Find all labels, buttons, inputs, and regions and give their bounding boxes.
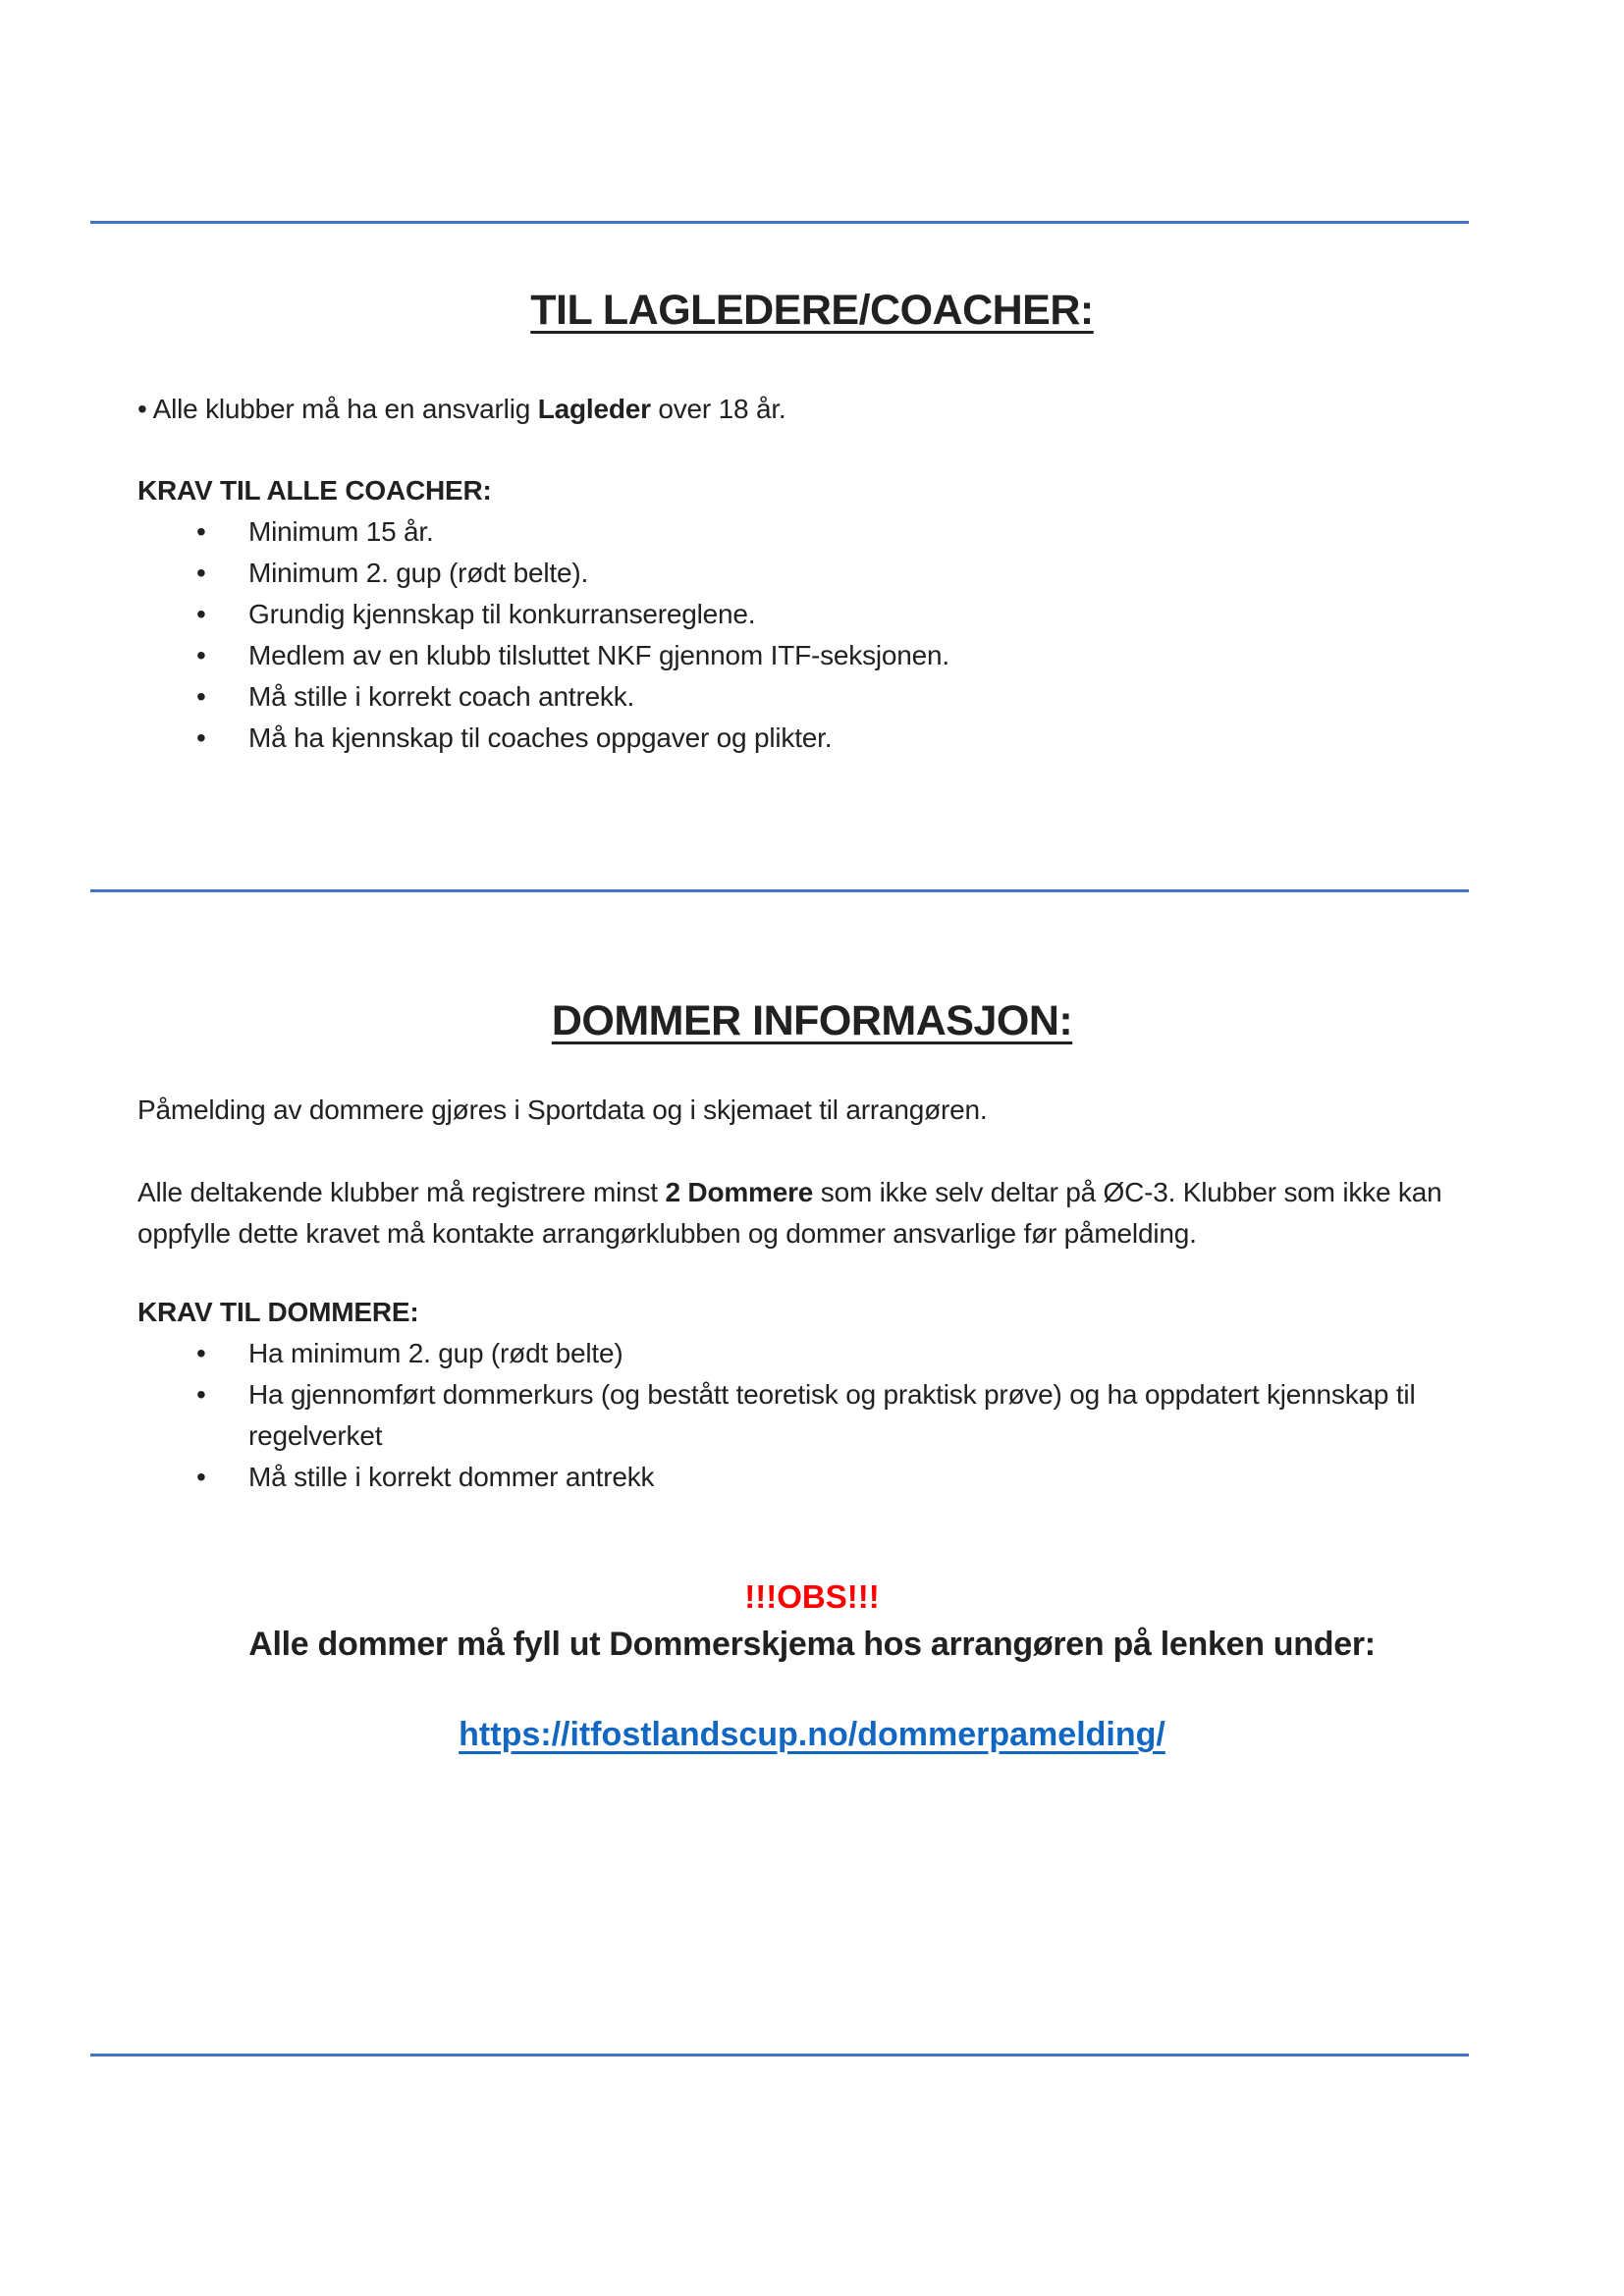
referees-p2-after: som ikke selv deltar på ØC-3. Klubber som ikke kan oppfylle dette kravet må kontakte arrangørklubben og dommer ansvarlige før påmelding. (137, 1177, 1442, 1249)
referees-paragraph-registration (137, 1172, 1492, 1255)
list-item: • Minimum 2. gup (rødt belte). (137, 553, 1492, 594)
coaches-intro-before: • Alle klubber må ha en ansvarlig (137, 394, 538, 424)
obs-warning: !!!OBS!!! (744, 1578, 880, 1615)
list-item: • Må ha kjennskap til coaches oppgaver og plikter. (137, 718, 1492, 759)
referees-paragraph-signup: Påmelding av dommere gjøres i Sportdata og i skjemaet til arrangøren. (137, 1095, 988, 1125)
coaches-intro (137, 389, 1492, 430)
list-item: • Ha minimum 2. gup (rødt belte) (137, 1333, 1492, 1374)
referees-requirements-list (137, 1333, 1492, 1498)
referee-form-notice: Alle dommer må fyll ut Dommerskjema hos arrangøren på lenken under: (248, 1626, 1376, 1663)
referee-form-link-row (0, 1716, 1624, 1754)
referees-p2-bold: 2 Dommere (665, 1177, 814, 1207)
coaches-intro-bold: Lagleder (537, 394, 651, 424)
list-item: • Grundig kjennskap til konkurransereglene. (137, 594, 1492, 635)
referees-p2-before: Alle deltakende klubber må registrere minst (137, 1177, 666, 1207)
list-item: • Medlem av en klubb tilsluttet NKF gjennom ITF-seksjonen. (137, 635, 1492, 676)
list-item: • Ha gjennomført dommerkurs (og bestått teoretisk og praktisk prøve) og ha oppdatert kjennskap til regelverket (137, 1374, 1492, 1457)
coaches-intro-after: over 18 år. (650, 394, 786, 424)
coaches-requirements-heading: KRAV TIL ALLE COACHER: (137, 475, 492, 506)
list-item: • Minimum 15 år. (137, 511, 1492, 553)
list-item: • Må stille i korrekt coach antrekk. (137, 676, 1492, 718)
coaches-section-title: TIL LAGLEDERE/COACHER: (530, 287, 1094, 334)
top-divider (90, 221, 1469, 224)
bottom-divider (90, 2054, 1469, 2056)
list-item: • Må stille i korrekt dommer antrekk (137, 1457, 1492, 1498)
coaches-requirements-list (137, 511, 1492, 759)
section-divider (90, 889, 1469, 892)
referee-form-link[interactable]: https://itfostlandscup.no/dommerpamelding/ (459, 1716, 1165, 1753)
referees-section-title: DOMMER INFORMASJON: (551, 997, 1073, 1044)
referees-requirements-heading: KRAV TIL DOMMERE: (137, 1297, 419, 1327)
